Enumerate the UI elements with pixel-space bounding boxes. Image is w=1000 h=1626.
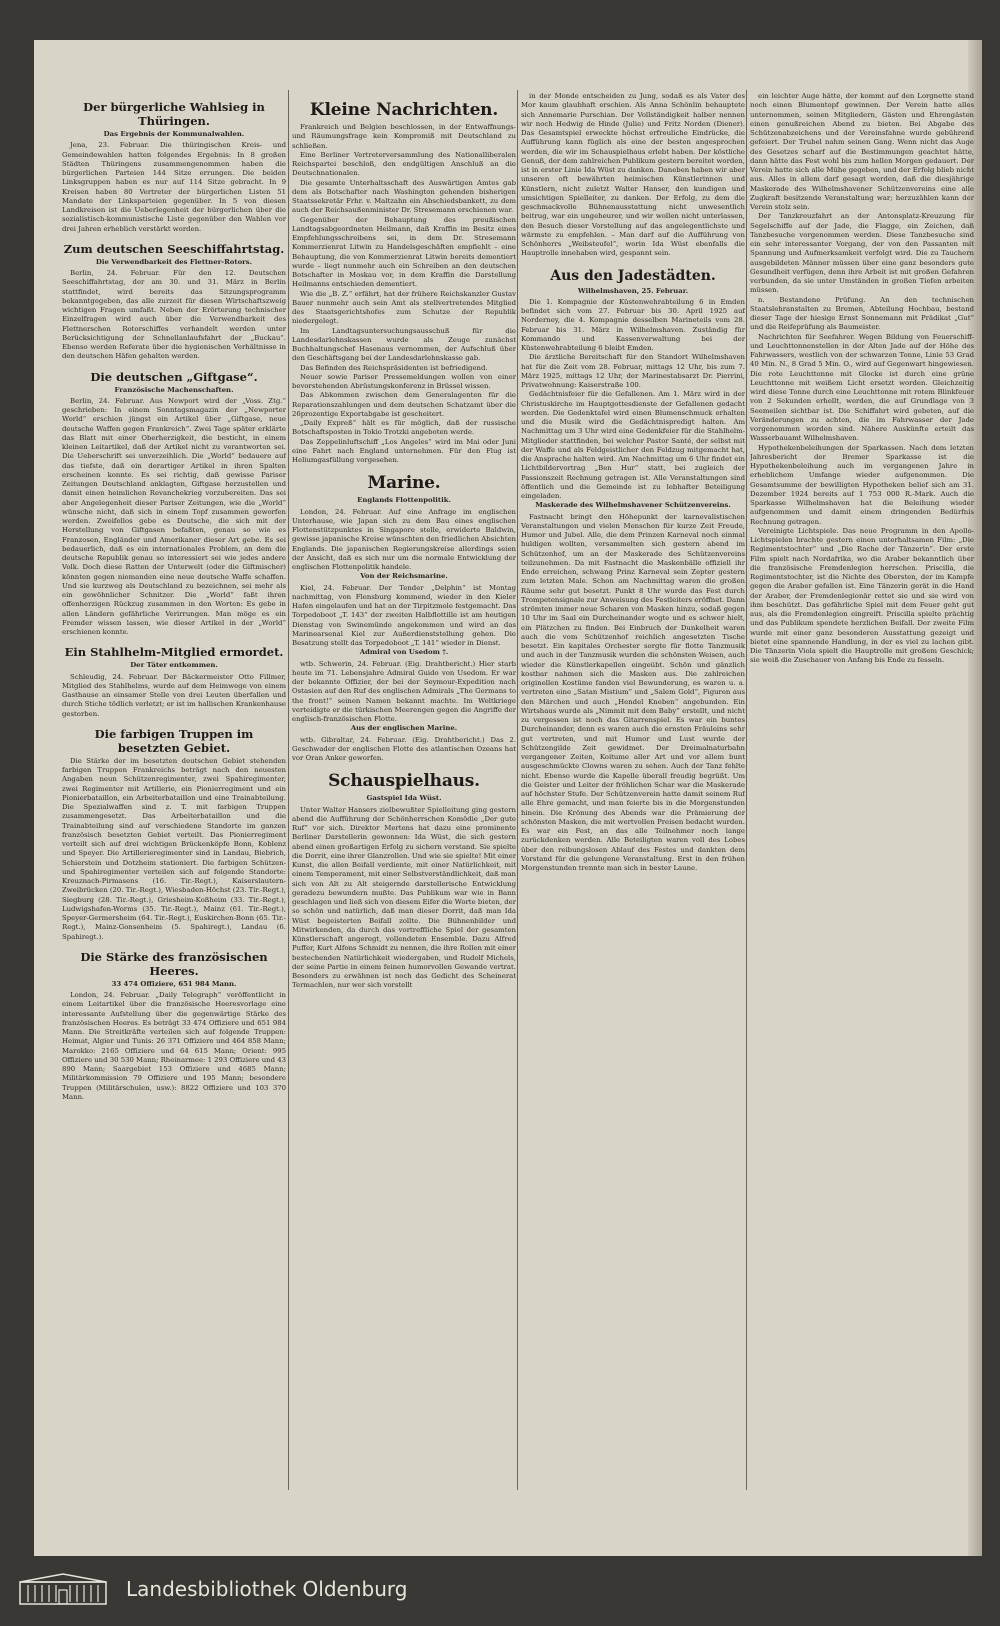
news-item: Wie die „B. Z.“ erfährt, hat der frühere Reichskanzler Gustav Bauer nunmehr auch sein Amt als stellvertretendes Mitglied des Staatsgerichtshofes zum Schutze der Republik niedergelegt. (292, 289, 516, 326)
column-4 (750, 92, 974, 1492)
article-text: Die 1. Kompagnie der Küstenwehrabteilung 6 in Emden befindet sich vom 27. Februar bis 30. April 1925 auf Norderney, die 4. Kompagnie desselben Marineteils vom 28. Februar bis 31. März in Wilhelmshaven. Zuständig für Kommando und Kassenverwaltung bei der Küstenwehrabteilung 6 bleibt Emden. (521, 297, 745, 352)
subheading: Von der Reichsmarine. (360, 572, 448, 581)
article-text: Hypothekenbeleihungen der Sparkassen. Nach dem letzten Jahresbericht der Bremer Sparkasse ist die Hypothekenbeleihung auch im vergangenen Jahre in erheblichem Umfange wieder aufgenommen. Die Gesamtsumme der bewilligten Hypotheken belief sich am 31. Dezember 1924 bereits auf 1 753 000 R.-Mark. Auch die Sparkasse Wilhelmshaven hat die Beleihung wieder aufgenommen und damit einem dringenden Bedürfnis Rechnung getragen. (750, 443, 974, 526)
article-text: Der Tanzkreuzfahrt an der Antonsplatz-Kreuzung für Segelschiffe auf der Jade, die Flagge, ein Zeichen, daß Tanzbesuche vorgenommen werden. Diese Tanzbesuche sind ein sehr interessanter Vorgang, der von den Passanten mit Spannung und Aufmerksamkeit verfolgt wird. Die zu Tauchern ausgebildeten Männer müssen über eine ganz besonders gute Gesundheit verfügen, denn ihre Arbeit ist mit großen Gefahren verbunden, da sie unter Umständen in großen Tiefen arbeiten müssen. (750, 212, 974, 295)
news-item: Gegenüber der Behauptung des preußischen Landtagsabgeordneten Heilmann, daß Kraffin im Besitz eines Empfehlungsschreibens sei, in dem Dr. Stresemann Kommerzienrat Litwin zu Handelsgeschäften empfiehlt – eine Behauptung, die von Kommerzienrat Litwin bereits dementiert wurde – liegt nunmehr auch ein Schreiben an den deutschen Botschafter in Moskau vor, in dem Kraffin die Darstellung Heilmanns entschieden dementiert. (292, 215, 516, 289)
column-3 (521, 92, 745, 1492)
article-text: London, 24. Februar. Auf eine Anfrage im englischen Unterhause, wie Japan sich zu dem Bau eines englischen Flottenstützpunktes in Singapore stelle, erwiderte Baldwin, gewisse japanische Kreise wünschten den friedlichen Absichten Englands. Die japanischen Regierungskreise allerdings seien der Ansicht, daß es sich nur um die normale Entwicklung der englischen Flottenpolitik handele. (292, 507, 516, 571)
article-text: in der Monde entscheiden zu Jung, sodaß es als Vater des Mor kaum glaubhaft erschien. Als Anna Schönlin behauptete sich Annemarie Purschian. Der Vollständigkeit halber nennen wir noch Hedwig de Hinde (Julie) und Fritz Norden (Diener). Das Gesamtspiel erweckte höchst erfreuliche Eindrücke, die Aufführung kann füglich als eine der besten angesprochen werden, die wir im Schauspielhaus erlebt haben. Der köstliche Genuß, der dem zahlreichen Publikum gestern bereitet worden, ist in erster Linie Ida Wüst zu danken. Daneben haben wir aber unseren oft bewährten heimischen Künstlerinnen und Künstlern, nicht zuletzt Walter Hanser, den kundigen und umsichtigen Spielleiter, zu danken. Der Erfolg, zu dem die geschmackvolle Bühnenausstattung nicht unwesentlich beitrug, war ein ungeheurer, und wir wollen nicht unterlassen, den Besuch dieser Vorstellung auf das angelegentlichste und wärmste zu empfehlen. – Man darf auf die Aufführung von Schönherrs „Weibsteufel“, worin Ida Wüst ebenfalls die Hauptrolle innehaben wird, gespannt sein. (521, 92, 745, 258)
headline-heeres: Die Stärke des französischen Heeres. (80, 949, 268, 978)
headline-giftgase: Die deutschen „Giftgase“. (90, 369, 258, 384)
news-item: Das Abkommen zwischen dem Generalagenten für die Reparationszahlungen und dem deutschen Schatzamt über die 26prozentige Exportabgabe ist gescheitert. (292, 391, 516, 418)
article-text: ein leichter Auge hätte, der kommt auf den Lorgnette stand noch einen Blumentopf gewinnen. Der Verein hatte alles unternommen, seinen Mitgliedern, Gästen und Ehrengästen einen genußreichen Abend zu bieten. Bei Abgabe des Schützenabzeichens und der Vereinsfahne wurde gebührend gefeiert. Der Trubel nahm seinen Gang. Wenn nicht das Auge des Gesetzes scharf auf die Bestimmungen geachtet hätte, dann hätte das Fest wohl bis zum hellen Morgen gedauert. Der Verein hatte sich alle Mühe gegeben, und der Erfolg blieb nicht aus. Alles in allem darf gesagt werden, daß die diesjährige Maskerade des Wilhelmshavener Schützenvereins eine alle Zugkraft besitzende Veranstaltung war; herzuzählen kann der Verein stolz sein. (750, 92, 974, 211)
subheading: Wilhelmshaven, 25. Februar. (577, 286, 689, 295)
column-rule (288, 90, 289, 1490)
library-name: Landesbibliothek Oldenburg (126, 1577, 408, 1601)
headline-thueringen: Der bürgerliche Wahlsieg in Thüringen. (83, 100, 265, 128)
subheading: Die Verwendbarkeit des Flettner-Rotors. (95, 257, 253, 266)
article-text: n. Bestandene Prüfung. An den technischen Staatslehranstalten zu Bremen, Abteilung Hochbau, bestand dieser Tage der hiesige Ernst Sonnemann mit Prädikat „Gut“ und die Reifeprüfung als Baumeister. (750, 295, 974, 332)
library-footer (0, 1556, 1000, 1626)
column-1 (62, 92, 286, 1492)
news-item: Eine Berliner Vertreterversammlung des Nationalliberalen Reichspartei beschloß, den endgültigen Anschluß an die Deutschnationalen. (292, 150, 516, 178)
headline-stahlhelm: Ein Stahlhelm-Mitglied ermordet. (64, 645, 284, 660)
article-text: wtb. Schwerin, 24. Februar. (Eig. Drahtbericht.) Hier starb heute im 71. Lebensjahre Admiral Guido von Usedom. Er war der bekannte Offizier, der bei der Seymour-Expedition nach Ostasien auf den Ruf des englischen Admirals „The Germans to the front!“ seinen Namen bekannt machte. Im Weltkriege verteidigte er die türkischen Meerengen gegen die Angriffe der englisch-französischen Flotte. (292, 659, 516, 723)
newspaper-page (34, 40, 982, 1556)
article-text: Berlin, 24. Februar. Für den 12. Deutschen Seeschiffahrtstag, der am 30. und 31. März in Berlin stattfindet, wird bereits das Sitzungsprogramm bekanntgegeben, das alle zurzeit für diesen Wirtschaftszweig wichtigen Fragen umfaßt. Neben der Erörterung technischer Einzelfragen wird auch über die Verwendbarkeit des Flettnerschen Rotorschiffes verhandelt werden unter Berücksichtigung der Schnellanlaufsfahrt der „Buckau“. Ebenso werden Referate über die hygienischen Verhältnisse in den deutschen Häfen gehalten werden. (62, 269, 286, 361)
article-text: Gedächtnisfeier für die Gefallenen. Am 1. März wird in der Christuskirche im Hauptgottesdienste der Gefallenen gedacht werden. Die Gedenktafel wird einen Blumenschmuck erhalten und die Musik wird die Gedächtnispredigt halten. Am Nachmittag um 3 Uhr wird eine Gedenkfeier für die Stahlhelm-Mitglieder stattfinden, bei welcher Pastor Santé, der selbst mit der Waffe und als Feldgeistlicher den Feldzug mitgemacht hat, die Ansprache halten wird. Am Nachmittag um 6 Uhr findet ein Lichtbildervortrag „Ben Hur“ statt, bei zugleich der Passionszeit Rechnung getragen ist. Alle Veranstaltungen sind öffentlich und die Gemeinde ist zu lebhafter Beteiligung eingeladen. (521, 390, 745, 500)
news-item: Die gesamte Unterhaltsschaft des Auswärtigen Amtes gab dem als Botschafter nach Washington gehenden bisherigen Staatssekretär Frhr. v. Maltzahn ein Abschiedsbankett, zu dem auch der Reichsaußenminister Dr. Stresemann erschienen war. (292, 178, 516, 215)
article-text: Die ärztliche Bereitschaft für den Standort Wilhelmshaven hat für die Zeit vom 28. Februar, mittags 12 Uhr, bis zum 7. März 1925, mittags 12 Uhr, der Marinestabsarzt Dr. Pierrini, Privatwohnung: Kaiserstraße 100. (521, 353, 745, 389)
article-text: Vereinigte Lichtspiele. Das neue Programm in den Apollo-Lichtspielen brachte gestern einen unterhaltsamen Film: „Die Regimentstochter“ und „Die Rache der Tänzerin“. Der erste Film spielt nach Nordafrika, wo die Araber bekanntlich über die französische Fremdenlegion herrschen. Priscilla, die Regimentstochter, ist die Nichte des Obersten, der im Kampfe gegen die Araber gefallen ist. Eine Tänzerin gerät in die Hand der Araber, der Fremdenlegionär rettet sie und sie wird von ihm beschützt. Das gefährliche Spiel mit dem Feuer geht gut aus, als die Fremdenlegion eingreift. Priscilla spielte prächtig und das Publikum spendete herzlichen Beifall. Der zweite Film wurde mit einer ganz besonderen Ausstattung gezeigt und bietet eine spannende Handlung, in der es viel zu lachen gibt. Die Tänzerin Viola spielt die Hauptrolle mit großem Geschick; sie weiß die Zuschauer von Anfang bis Ende zu fesseln. (750, 526, 974, 665)
article-text: Jena, 23. Februar. Die thüringischen Kreis- und Gemeindewahlen hatten folgendes Ergebnis: In 8 großen Städten Thüringens zusammengenommen haben die bürgerlichen Parteien 144 Sitze errungen. Die beiden Linksgruppen haben es nur auf 114 Sitze gebracht. In 9 Kreisen haben 80 Vertreter der bürgerlichen Listen 51 Mandate der Linksparteien gegenüber. In 5 von diesen Landkreisen ist die Ueberlegenheit der bürgerlichen über die sozialistisch-kommunistische Liste gegenüber den Wahlen vor drei Jahren erheblich verstärkt worden. (62, 141, 286, 233)
subheading: Der Täter entkommen. (130, 661, 218, 670)
article-text: Nachrichten für Seefahrer. Wegen Bildung von Feuerschiff- und Leuchttonnenstellen in der Alten Jade auf der Höhe des Fahrwassers, westlich von der schwarzen Tonne, Linie 53 Grad 40 Min. N., 8 Grad 5 Min. O., wird auf Gegenwart hingewiesen. Die rote Leuchttonne mit Glocke ist durch eine grüne Leuchttonne mit weißem Licht ersetzt worden. Gleichzeitig wird diese Tonne durch eine Leuchttonne mit rotem Blinkfeuer von 2 Sekunden erhellt, werden, die auf Grundlage von 3 Seemeilen sichtbar ist. Die Schiffahrt wird gebeten, auf die Veränderungen zu achten, die im Fahrwasser der Jade vorgenommen worden sind. Nähere Auskünfte erteilt das Wasserbauamt Wilhelmshaven. (750, 332, 974, 443)
news-item: „Daily Expreß“ hält es für möglich, daß der russische Botschaftsposten in Tokio Trotzki angeboten werde. (292, 419, 516, 437)
headline-farbige-truppen: Die farbigen Truppen im besetzten Gebiet. (94, 726, 254, 755)
subheading: Maskerade des Wilhelmshavener Schützenvereins. (535, 501, 731, 510)
article-text: Fastnacht bringt den Höhepunkt der karnevalistischen Veranstaltungen und vielen Menschen für kurze Zeit Freude, Humor und Jubel. Alle, die dem Prinzen Karneval noch einmal huldigen wollten, versammelten sich gestern abend im Schützenhof, um an der Maskerade des Schützenvereins teilzunehmen. Da mit Fastnacht die Maskenbälle offiziell ihr Ende erreichen, schwang Prinz Karneval sein Zepter gestern zum letzten Male. Schon am Nachmittag waren die großen Räume sehr gut besetzt. Punkt 8 Uhr wurde das Fest durch Trompetensignale zur Anweisung des Festleiters eröffnet. Dann strömten immer neue Scharen von Masken hinzu, sodaß gegen 10 Uhr im Saal ein Durcheinander wogte und es schwer hielt, ein Plätzchen zu finden. Bei Einbruch der Dunkelheit waren auch die vom Schützenhof reichlich angesetzten Tische besetzt. Ein kapitales Orchester sorgte für flotte Tanzmusik und auch in der Tanzmusik wurden die schönsten Weisen, auch wieder die Künstlerkapellen eingeübt. Schön und gänzlich kostbar nahmen sich die Masken aus. Die zahlreichen originellen Kostüme fanden viel Bewunderung, es waren u. a. vertreten eine „Satan Mistium“ und „Salem Gold“, Figuren aus den Märchen und auch „Hendel Kneben“ angebunden. Ein Wirtshaus wurde als „Nimmit mit dem Baby“ erstellt, und nicht zu vergessen ist noch das Gitarrenspiel. Es war ein buntes Durcheinander, denn es waren auch die ernsten Fräuleins sehr gut vertreten, und mit Humor und Lust wurde der Schützengilde Zeit gewidmet. Der Dreimalnaturbahn vergangener Zeiten, Koitume aller Art und vor allem bunt ausgeschmückte Clowns waren zu sehen. Auch der Tanz fehlte nicht. Ebenso wurde die Kapelle überall freudig begrüßt. Um die Geister und Leiter der fröhlichen Schar war die Maskerade auf höchster Stufe. Der Schützenverein hatte damit seinem Ruf alle Ehre gemacht, und man feierte bis in die Morgenstunden hinein. Die Krönung des Abends war die Prämierung der schönsten Masken, die mit wertvollen Preisen bedacht wurden. Es war ein Fest, an das alle Teilnehmer noch lange zurückdenken werden. Alle Beteiligten waren voll des Lobes über den reibungslosen Ablauf des Festes und dankten dem Vorstand für die gelungene Veranstaltung. Erst in den frühen Morgenstunden trennte man sich in bester Laune. (521, 512, 745, 872)
article-text: Berlin, 24. Februar. Aus Newport wird der „Voss. Ztg.“ geschrieben: In einem Sonntagsmagazin der „Newporter World“ erschien jüngst ein Artikel über „Giftgase, neue deutsche Waffen gegen Frankreich“. Zwei Tage später erklärte das Blatt mit einer Oberherzigkeit, die besticht, in einem kleinen Leitartikel, daß der Artikel nicht zu verantworten sei. Die Ueberschrift sei unverzeihlich. Die „World“ bedauere auf das tiefste, daß ein derartiger Artikel in ihren Spalten erscheinen konnte. Es sei richtig, daß gewisse Pariser Zeitungen Deutschland anklagten, Giftgase herzustellen und damit einen heimlichen Revanchekrieg vorzubereiten. Das sei aber Angelegenheit dieser Pariser Zeitungen, wie die „World“ wünsche nicht, daß sich in einem Topf zusammen geworfen werden. Zweifellos gebe es Deutsche, die sich mit der Herstellung von Giftgasen befaßten, genau so wie es Franzosen, Engländer und Amerikaner dieser Art gebe. Es sei bedauerlich, daß es ein internationales Problem, an dem die deutsche Republik genau so interessiert sei wie jedes andere Volk. Doch diese Ratten der Unterwelt (oder die Giftmischer) könnten gegen niemanden eine neue deutsche Waffe schaffen. Und sie kurzweg als Deutschland zu bezeichnen, sei mehr als ein gewöhnlicher Schnitzer. Die „World“ faßt ihren offenherzigen Rückzug zusammen in den Worten: Es gebe in allen Ländern gefährliche Verirrungen. Man möge es ein Fremder wissen lassen, wie dieser Artikel in der „World“ erschienen konnte. (62, 396, 286, 636)
headline-schauspielhaus: Schauspielhaus. (328, 771, 480, 792)
headline-kleine-nachrichten: Kleine Nachrichten. (309, 100, 499, 120)
subheading: Gastspiel Ida Wüst. (366, 794, 442, 803)
subheading: 33 474 Offiziere, 651 984 Mann. (111, 979, 237, 988)
subheading: Das Ergebnis der Kommunalwahlen. (103, 130, 245, 138)
subheading: Englands Flottenpolitik. (357, 496, 451, 505)
article-text: Die Stärke der im besetzten deutschen Gebiet stehenden farbigen Truppen Frankreichs beträgt nach den neuesten Angaben neun Schützenregimenter, zwei Spahiregimenter, zwei Regimenter mit Artillerie, ein Pionierregiment und ein Pionierbataillon, ein Arbeiterbataillon und eine Trainabteilung. Die Spezialwaffen sind z. T. mit farbigen Truppen zusammengesetzt. Das Arbeiterbataillon und die Trainabteilung sind auf verschiedene Standorte im ganzen französisch besetzten Gebiet verteilt. Das Pionierregiment verteilt sich auf drei wichtigen Brückenköpfe Bonn, Koblenz und Speyer. Die Artillerieregimenter sind in Landau, Biebrich, Schierstein und Dotzheim stationiert. Die farbigen Schützen- und Spahiregimenter verteilen sich auf folgende Standorte: Kreuznach-Pirmasens (16. Tir.-Regt.), Kaiserslautern-Zweibrücken (20. Tir.-Regt.), Wiesbaden-Höchst (23. Tir.-Regt.), Siegburg (28. Tir.-Regt.), Griesheim-Koßheim (33. Tir.-Regt.), Ludwigshafen-Worms (35. Tir.-Regt.), Mainz (61. Tir.-Regt.), Speyer-Germersheim (64. Tir.-Regt.), Euskirchen-Bonn (65. Tir.-Regt.), Mainz-Gonsenheim (5. Spahiregt.), Landau (6. Spahiregt.). (62, 756, 286, 941)
news-item: Das Zeppelinluftschiff „Los Angeles“ wird im Mai oder Juni eine Fahrt nach England unternehmen. Für den Flug ist Heliumgasfüllung vorgesehen. (292, 437, 516, 464)
headline-seeschiffahrtstag: Zum deutschen Seeschiffahrtstag. (63, 241, 285, 256)
headline-marine: Marine. (367, 473, 441, 494)
news-item: Im Landtagsuntersuchungsausschuß für die Landesdarlehnskassen wurde als Zeuge zunächst Buchhaltungschef Hasenaus vernommen, der Aufschluß über den Geschäftsgang bei der Landesdarlehnskasse gab. (292, 326, 516, 363)
column-rule (746, 90, 747, 1490)
news-item: Neuer sowie Pariser Pressemeldungen wollen von einer bevorstehenden Abrüstungskonferenz in Brüssel wissen. (292, 372, 516, 390)
article-text: Schleudig, 24. Februar. Der Bäckermeister Otto Fillmer, Mitglied des Stahlhelms, wurde auf dem Heimwege von einem Gasthause an einsamer Stelle von drei Leuten überfallen und durch Stiche tödlich verletzt; er ist im hallischen Krankenhause gestorben. (62, 672, 286, 718)
subheading: Französische Machenschaften. (114, 385, 234, 394)
news-item: Frankreich und Belgien beschlossen, in der Entwaffnungs- und Räumungsfrage kein Kompromiß mit Deutschland zu schließen. (292, 123, 516, 150)
column-2 (292, 92, 516, 1492)
column-rule (517, 90, 518, 1490)
subheading: Admiral von Usedom †. (359, 648, 449, 657)
article-text: Kiel, 24. Februar. Der Tender „Delphin“ ist Montag nachmittag, von Flensburg kommend, wieder in den Kieler Hafen eingelaufen und hat an der Tirpitzmole festgemacht. Das Torpedoboot „T. 143“ der zweiten Halbflottille ist am heutigen Dienstag von Swinemünde angekommen und wird an das Marinearsenal Kiel zur Außerdienststellung gehen. Die Besatzung stellt das Torpedoboot „T. 141“ wieder in Dienst. (292, 583, 516, 647)
news-item: Das Befinden des Reichspräsidenten ist befriedigend. (300, 363, 488, 372)
library-building-icon (18, 1572, 108, 1606)
article-text: London, 24. Februar. „Daily Telegraph“ veröffentlicht in einem Leitartikel über die französische Heeresvorlage eine interessante Aufstellung über die gegenwärtige Stärke des französischen Heeres. Es beträgt 33 474 Offiziere und 651 984 Mann. Die Streitkräfte verteilen sich auf folgende Truppen: Heimat, Algier und Tunis: 26 371 Offiziere und 464 858 Mann; Marokko: 2165 Offiziere und 64 615 Mann; Orient: 995 Offiziere und 30 530 Mann; Rheinarmee: 1 293 Offiziere und 43 890 Mann; Saargebiet 153 Offiziere und 4685 Mann; Militärkommission 79 Offiziere und 195 Mann; besondere Truppen (Militärschulen, usw.): 8822 Offiziere und 103 370 Mann. (62, 991, 286, 1101)
headline-jadestaedten: Aus den Jadestädten. (550, 267, 716, 284)
subheading: Aus der englischen Marine. (350, 724, 458, 733)
article-text: Unter Walter Hansers zielbewußter Spielleitung ging gestern abend die Aufführung der Schönherrschen Komödie „Der gute Ruf“ vor sich. Direktor Mertens hat dazu eine prominente Berliner Darstellerin gewonnen: Ida Wüst, die sich gestern abend einen großartigen Erfolg zu sichern verstand. Sie spielte die Dorrit, eine ihrer Glanzrollen. Und wie sie spielte! Mit einer Kunst, die allen Beifall verdiente, mit einer Natürlichkeit, mit einem Temperament, mit einer Selbstverständlichkeit, daß man sich von Alt zu Alt steigernde darstellerische Entwicklung geradezu bewundern mußte. Das Publikum war wie in Bann geschlagen und ließ sich von diesem Eifer die Worte bieten, der so schön und natürlich, daß man dieser Dorrit, daß man Ida Wüst begeisterten Beifall zollte. Die Bühnenbilder und Mitwirkenden, da durch das vortreffliche Spiel der gesamten Künstlerschaft angeregt, vollendeten Ensemble. Dazu Alfred Puffer, Kurt Alfons Schmidt zu nennen, die ihre Rollen mit einer bestechenden Natürlichkeit wiedergaben, und Rudolf Michels, der seine Partie in einem feinen humorvollen Gewande vertrat. Besonders zu erwähnen ist noch das Gedicht des Scheinerat Termachlen, nur wer sich vorstellt (292, 805, 516, 990)
article-text: wtb. Gibraltar, 24. Februar. (Eig. Drahtbericht.) Das 2. Geschwader der englischen Flotte des atlantischen Ozeans hat vor Oran Anker geworfen. (292, 735, 516, 762)
